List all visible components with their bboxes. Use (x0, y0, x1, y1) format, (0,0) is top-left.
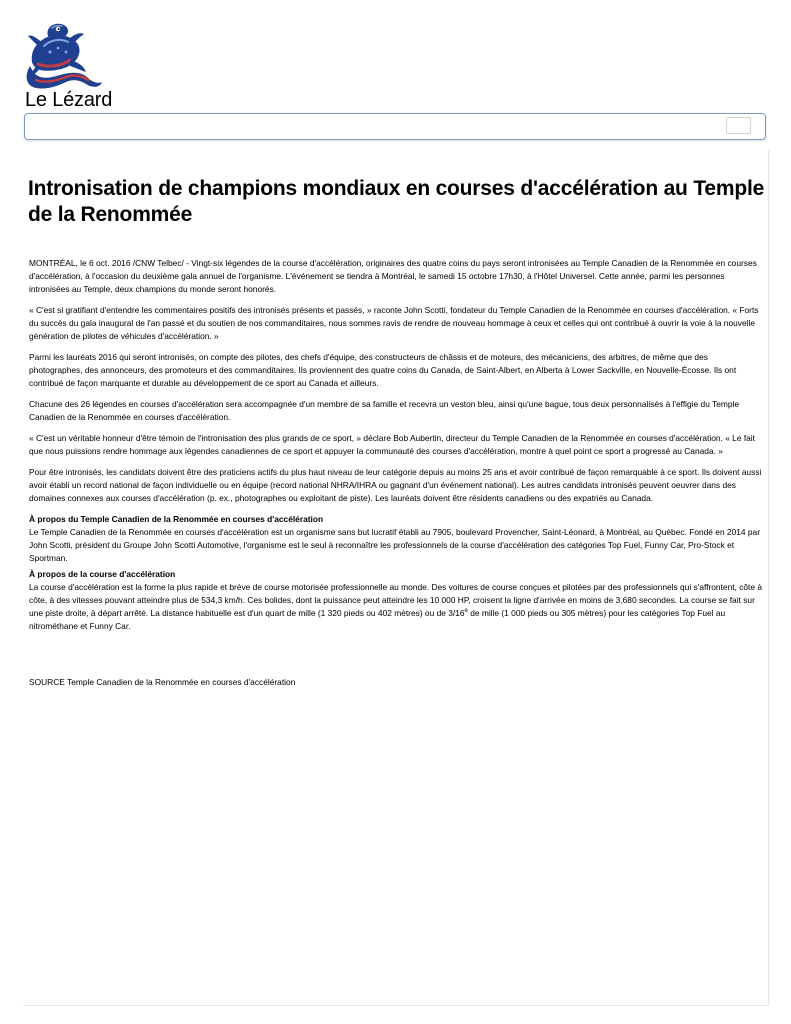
ordinal-superscript: e (464, 608, 468, 615)
source-line: SOURCE Temple Canadien de la Renommée en courses d'accélération (29, 677, 296, 687)
about-race-text (29, 581, 763, 633)
about-temple-text: Le Temple Canadien de la Renommée en courses d'accélération est un organisme sans but lucratif établi au 7905, boulevard Provencher, Saint-Léonard, à Montréal, au Québec. Fondé en 2014 par John Scotti, président du Groupe John Scotti Automotive, l'organisme est le seul à reconnaître les professionnels de la course d'accélération des catégories Top Fuel, Funny Car, Pro-Stock et Sportman. (29, 527, 760, 563)
site-name[interactable]: Le Lézard (25, 89, 113, 111)
article-paragraph: « C'est un véritable honneur d'être témoin de l'intronisation des plus grands de ce sport, » déclare Bob Aubertin, directeur du Temple Canadien de la Renommée en courses d'accélération. « Le fait que nous puissions rendre hommage aux légendes canadiennes de ce sport et appuyer la communauté des courses d'accélération, montre à quel point ce sport a progressé au Canada. » (29, 433, 755, 456)
article-paragraph: Parmi les lauréats 2016 qui seront intronisés, on compte des pilotes, des chefs d'équipe, des constructeurs de châssis et de moteurs, des mécaniciens, des arbitres, de même que des photographes, des annonceurs, des promoteurs et des commanditaires. Ils proviennent des quatre coins du Canada, de Saint-Albert, en Alberta à Lower Sackville, en Nouvelle-Écosse. Ils ont contribué de façon marquante et durable au développement de ce sport au Canada et ailleurs. (29, 352, 737, 388)
menu-toggle-icon[interactable] (726, 117, 751, 134)
about-race-text-start: La course d'accélération est la forme la plus rapide et brève de course motorisée professionnelle au monde. Des voitures de course conçues et pilotées par des professionnels qui s'affrontent, côte à côte, à des vitesses pouvant atteindre plus de 534,3 km/h. Ces bolides, dont la puissance peut atteindre les 10 000 HP, croisent la ligne d'arrivée en moins de 3,680 secondes. La course se fait sur une piste droite, à départ arrêté. La distance habituelle est d'un quart de mille (1 320 pieds ou 402 mètres) ou de 3/16 (29, 582, 763, 618)
article-paragraph: MONTRÉAL, le 6 oct. 2016 /CNW Telbec/ - Vingt-six légendes de la course d'accélération, originaires des quatre coins du pays seront intronisées au Temple Canadien de la Renommée en courses d'accélération, à l'occasion du deuxième gala annuel de l'organisme. L'événement se tiendra à Montréal, le samedi 15 octobre 17h30, à l'Hôtel Universel. Cette année, parmi les personnes intronisées au Temple, deux champions du monde seront honorés. (29, 258, 757, 294)
article-body (29, 257, 763, 636)
about-temple-heading: À propos du Temple Canadien de la Renommée en courses d'accélération (29, 514, 324, 524)
article-paragraph: Chacune des 26 légendes en courses d'accélération sera accompagnée d'un membre de sa famille et recevra un veston bleu, ainsi qu'une bague, tous deux personnalisés à l'effigie du Temple Canadien de la Renommée en courses d'accélération. (29, 399, 740, 422)
article-paragraph: « C'est si gratifiant d'entendre les commentaires positifs des intronisés présents et passés, » raconte John Scotti, fondateur du Temple Canadien de la Renommée en courses d'accélération. « Forts du succès du gala inaugural de l'an passé et du soutien de nos commanditaires, nous sommes ravis de rendre de nouveau hommage à ceux et celles qui ont contribué à ouvrir la voie à la nouvelle génération de pilotes de véhicules d'accélération. » (29, 305, 759, 341)
about-race-heading: À propos de la course d'accélération (29, 569, 176, 579)
navigation-bar (24, 113, 766, 140)
about-race-text-end: de mille (1 000 pieds ou 305 mètres) pour les catégories Top Fuel au nitrométhane et Funny Car. (29, 608, 726, 631)
lizard-logo-icon[interactable] (22, 22, 106, 92)
article-title: Intronisation de champions mondiaux en courses d'accélération au Temple de la Renommée (28, 177, 765, 226)
article-paragraph: Pour être intronisés, les candidats doivent être des praticiens actifs du plus haut niveau de leur catégorie depuis au moins 25 ans et avoir contribué de façon remarquable à ce sport. Ils doivent aussi avoir établi un record national de façon individuelle ou en équipe (record national NHRA/IHRA ou gagnant d'un événement national). Les autres candidats intronisés peuvent oeuvrer dans des domaines connexes aux courses d'accélération (p. ex., photographes ou exploitant de piste). Les lauréats doivent être résidents canadiens ou des expatriés au Canada. (29, 467, 762, 503)
